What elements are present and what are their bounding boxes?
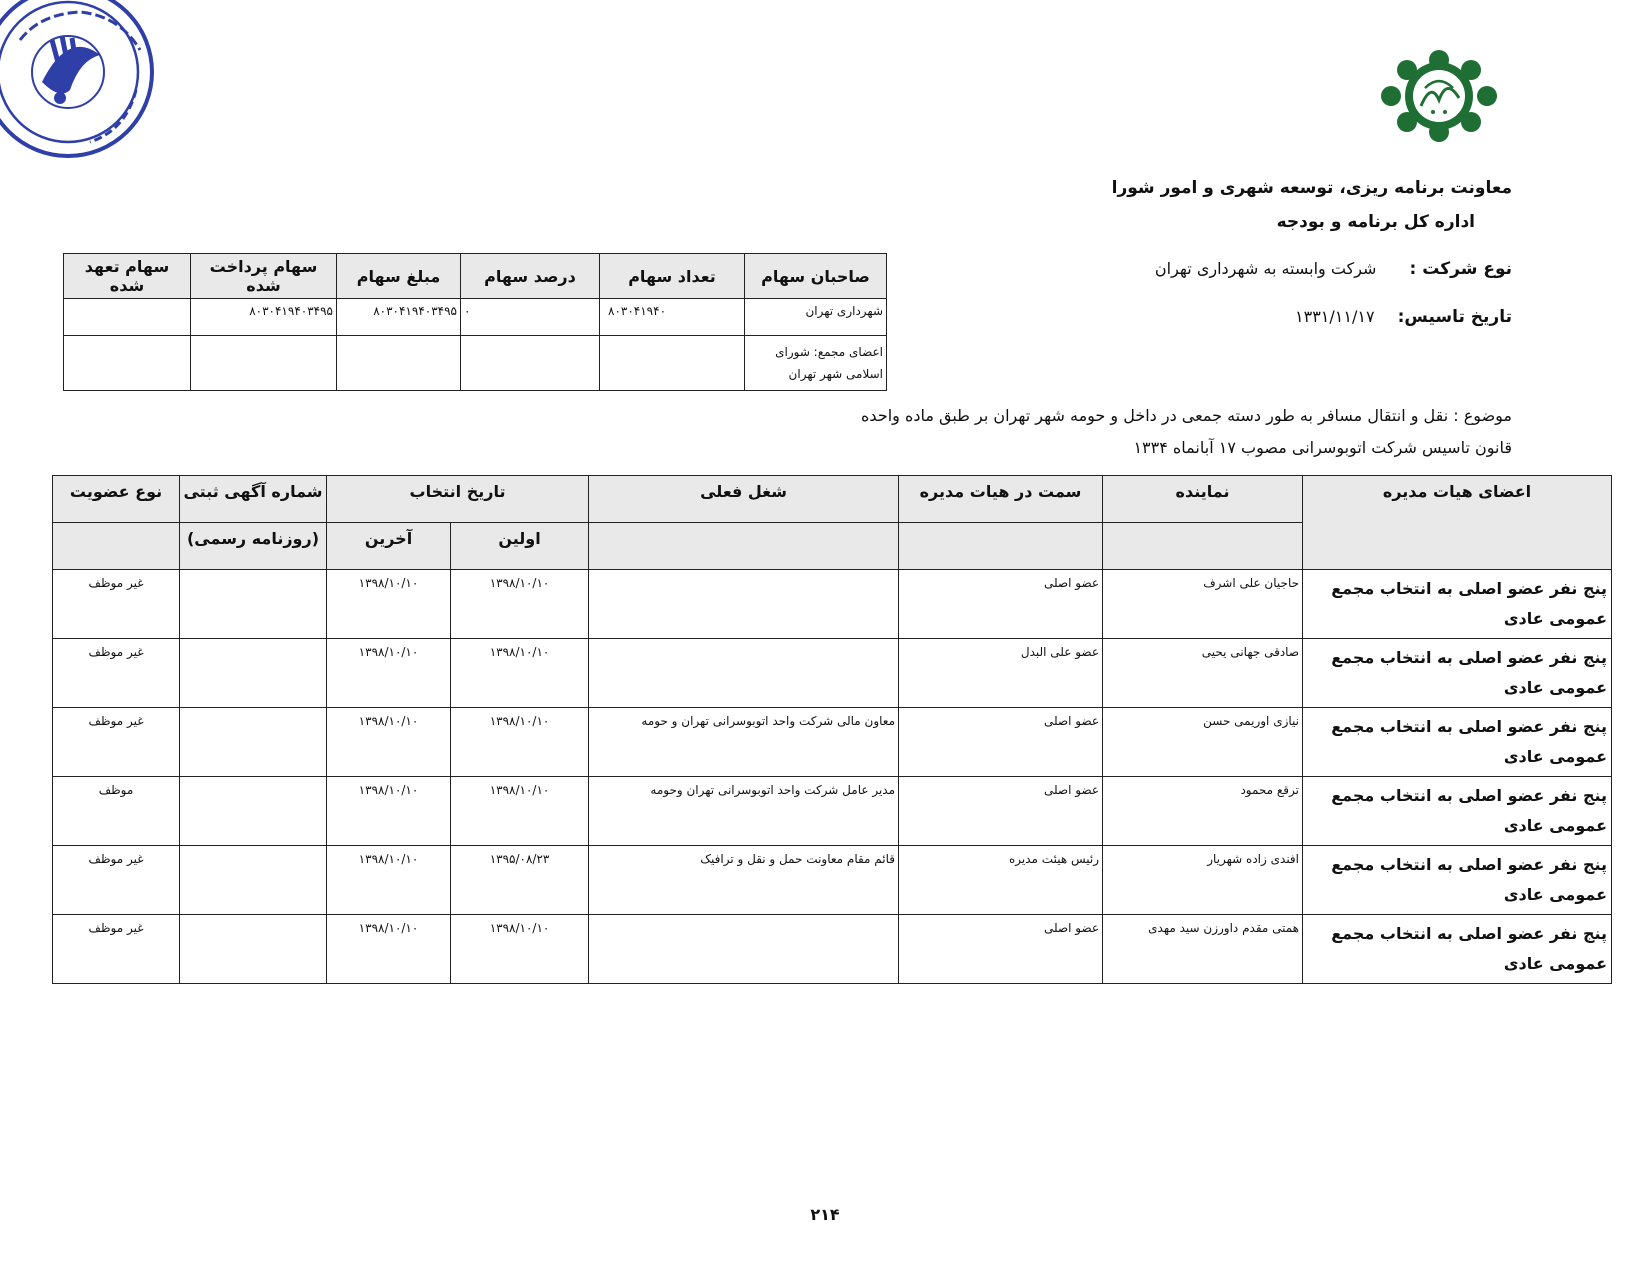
table-row <box>53 708 1612 777</box>
current-job: مدیر عامل شرکت واحد اتوبوسرانی تهران وحومه <box>589 777 899 846</box>
header-official-gazette: (روزنامه رسمی) <box>180 523 327 570</box>
board-position: عضو علی البدل <box>899 639 1103 708</box>
gazette-number <box>180 846 327 915</box>
current-job <box>589 915 899 984</box>
header-committed-shares: سهام تعهد شده <box>64 254 191 299</box>
subheader-blank <box>899 523 1103 570</box>
gazette-number <box>180 570 327 639</box>
member-category: پنج نفر عضو اصلی به انتخاب مجمع عمومی عادی <box>1303 639 1612 708</box>
header-share-amount: مبلغ سهام <box>337 254 461 299</box>
representative: همتی مقدم داورزن سید مهدی <box>1103 915 1303 984</box>
last-election-date: ۱۳۹۸/۱۰/۱۰ <box>327 639 451 708</box>
membership-type: غیر موظف <box>53 708 180 777</box>
gazette-number <box>180 639 327 708</box>
board-position: عضو اصلی <box>899 708 1103 777</box>
table-row <box>53 846 1612 915</box>
membership-type: غیر موظف <box>53 915 180 984</box>
representative: ترقع محمود <box>1103 777 1303 846</box>
shareholder-name: اعضای مجمع: شورای اسلامی شهر تهران <box>745 336 887 391</box>
header-gazette-number: شماره آگهی ثبتی <box>180 476 327 523</box>
founding-date-label: تاریخ تاسیس: <box>1397 307 1512 327</box>
share-percent: ۰ <box>461 299 600 336</box>
header-share-percent: درصد سهام <box>461 254 600 299</box>
subject-text: موضوع : نقل و انتقال مسافر به طور دسته جمعی در داخل و حومه شهر تهران بر طبق ماده واحده قانون تاسیس شرکت اتوبوسرانی مصوب ۱۷ آبانماه ۱۳۳۴ <box>861 406 1512 457</box>
board-position: عضو اصلی <box>899 915 1103 984</box>
share-count: ۸۰۳۰۴۱۹۴۰ <box>600 299 745 336</box>
gazette-number <box>180 777 327 846</box>
company-type-value: شرکت وابسته به شهرداری تهران <box>1154 259 1377 278</box>
membership-type: غیر موظف <box>53 846 180 915</box>
header-election-date: تاریخ انتخاب <box>327 476 589 523</box>
table-row <box>64 299 887 336</box>
current-job: معاون مالی شرکت واحد اتوبوسرانی تهران و حومه <box>589 708 899 777</box>
membership-type: غیر موظف <box>53 639 180 708</box>
membership-type: موظف <box>53 777 180 846</box>
department-title: اداره کل برنامه و بودجه <box>1276 212 1475 232</box>
board-position: عضو اصلی <box>899 777 1103 846</box>
member-category: پنج نفر عضو اصلی به انتخاب مجمع عمومی عادی <box>1303 708 1612 777</box>
shareholders-table <box>63 253 887 391</box>
representative: حاجیان علی اشرف <box>1103 570 1303 639</box>
first-election-date: ۱۳۹۸/۱۰/۱۰ <box>451 639 589 708</box>
board-position: عضو اصلی <box>899 570 1103 639</box>
paid-shares: ۸۰۳۰۴۱۹۴۰۳۴۹۵ <box>191 299 337 336</box>
member-category: پنج نفر عضو اصلی به انتخاب مجمع عمومی عادی <box>1303 570 1612 639</box>
shareholder-name: شهرداری تهران <box>745 299 887 336</box>
header-paid-shares: سهام پرداخت شده <box>191 254 337 299</box>
current-job: قائم مقام معاونت حمل و نقل و ترافیک <box>589 846 899 915</box>
member-category: پنج نفر عضو اصلی به انتخاب مجمع عمومی عادی <box>1303 777 1612 846</box>
page-number: ۲۱۴ <box>810 1205 840 1224</box>
council-stamp <box>0 0 160 160</box>
header-first-election: اولین <box>451 523 589 570</box>
table-row <box>53 777 1612 846</box>
share-amount: ۸۰۳۰۴۱۹۴۰۳۴۹۵ <box>337 299 461 336</box>
representative: نیازی اوریمی حسن <box>1103 708 1303 777</box>
membership-type: غیر موظف <box>53 570 180 639</box>
share-count <box>600 336 745 391</box>
first-election-date: ۱۳۹۵/۰۸/۲۳ <box>451 846 589 915</box>
last-election-date: ۱۳۹۸/۱۰/۱۰ <box>327 708 451 777</box>
deputy-title: معاونت برنامه ریزی، توسعه شهری و امور شورا <box>1111 178 1512 198</box>
representative: افندی زاده شهریار <box>1103 846 1303 915</box>
gazette-number <box>180 915 327 984</box>
tehran-municipality-logo <box>1375 48 1503 143</box>
header-membership-type: نوع عضویت <box>53 476 180 523</box>
last-election-date: ۱۳۹۸/۱۰/۱۰ <box>327 777 451 846</box>
first-election-date: ۱۳۹۸/۱۰/۱۰ <box>451 777 589 846</box>
committed-shares <box>64 299 191 336</box>
table-row <box>64 336 887 391</box>
current-job <box>589 570 899 639</box>
last-election-date: ۱۳۹۸/۱۰/۱۰ <box>327 570 451 639</box>
committed-shares <box>64 336 191 391</box>
company-type-label: نوع شرکت : <box>1409 259 1512 279</box>
table-row <box>53 915 1612 984</box>
header-share-count: تعداد سهام <box>600 254 745 299</box>
header-board-members: اعضای هیات مدیره <box>1303 476 1612 570</box>
board-header-row <box>53 476 1612 523</box>
first-election-date: ۱۳۹۸/۱۰/۱۰ <box>451 915 589 984</box>
representative: صادقی جهانی یحیی <box>1103 639 1303 708</box>
founding-date <box>1295 307 1512 327</box>
paid-shares <box>191 336 337 391</box>
table-row <box>53 639 1612 708</box>
subheader-blank <box>589 523 899 570</box>
last-election-date: ۱۳۹۸/۱۰/۱۰ <box>327 846 451 915</box>
header-last-election: آخرین <box>327 523 451 570</box>
share-amount <box>337 336 461 391</box>
company-type <box>1155 259 1512 279</box>
shareholders-header-row <box>64 254 887 299</box>
header-representative: نماینده <box>1103 476 1303 523</box>
founding-date-value: ۱۳۳۱/۱۱/۱۷ <box>1295 307 1375 326</box>
member-category: پنج نفر عضو اصلی به انتخاب مجمع عمومی عادی <box>1303 846 1612 915</box>
first-election-date: ۱۳۹۸/۱۰/۱۰ <box>451 708 589 777</box>
header-position: سمت در هیات مدیره <box>899 476 1103 523</box>
board-position: رئیس هیئت مدیره <box>899 846 1103 915</box>
member-category: پنج نفر عضو اصلی به انتخاب مجمع عمومی عادی <box>1303 915 1612 984</box>
share-percent <box>461 336 600 391</box>
subheader-blank <box>1103 523 1303 570</box>
current-job <box>589 639 899 708</box>
last-election-date: ۱۳۹۸/۱۰/۱۰ <box>327 915 451 984</box>
header-current-job: شغل فعلی <box>589 476 899 523</box>
table-row <box>53 570 1612 639</box>
gazette-number <box>180 708 327 777</box>
board-members-table <box>52 475 1612 984</box>
header-shareholders: صاحبان سهام <box>745 254 887 299</box>
subheader-blank <box>53 523 180 570</box>
first-election-date: ۱۳۹۸/۱۰/۱۰ <box>451 570 589 639</box>
